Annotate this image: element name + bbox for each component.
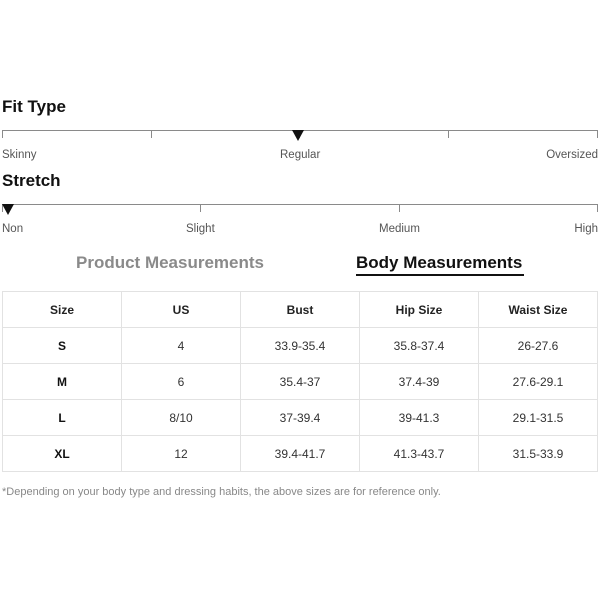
table-row (3, 328, 598, 364)
tab-body-measurements[interactable]: Body Measurements (356, 253, 523, 272)
cell-hip-size: 39-41.3 (360, 400, 479, 436)
stretch-tick (597, 204, 598, 212)
table-row (3, 400, 598, 436)
cell-us: 6 (122, 364, 241, 400)
fit-type-tick (597, 130, 598, 138)
header-waist-size: Waist Size (479, 292, 598, 328)
stretch-marker-icon (2, 204, 14, 215)
fit-type-label-skinny: Skinny (2, 149, 37, 161)
cell-us: 4 (122, 328, 241, 364)
cell-hip-size: 35.8-37.4 (360, 328, 479, 364)
fit-type-label-oversized: Oversized (546, 149, 598, 161)
header-us: US (122, 292, 241, 328)
header-bust: Bust (241, 292, 360, 328)
tab-product-measurements[interactable]: Product Measurements (76, 253, 264, 272)
cell-size: M (3, 364, 122, 400)
stretch-label-high: High (574, 223, 598, 235)
cell-waist-size: 29.1-31.5 (479, 400, 598, 436)
stretch-title: Stretch (2, 171, 61, 190)
table-row (3, 364, 598, 400)
table-header-row (3, 292, 598, 328)
cell-size: S (3, 328, 122, 364)
table-row (3, 436, 598, 472)
cell-hip-size: 41.3-43.7 (360, 436, 479, 472)
fit-type-title: Fit Type (2, 97, 66, 116)
stretch-scale (2, 204, 598, 205)
fit-type-scale (2, 130, 598, 131)
fit-type-tick (2, 130, 3, 138)
fit-type-label-regular: Regular (280, 149, 321, 161)
cell-waist-size: 26-27.6 (479, 328, 598, 364)
size-table (2, 291, 598, 472)
cell-bust: 39.4-41.7 (241, 436, 360, 472)
fit-type-marker-icon (292, 130, 304, 141)
cell-size: XL (3, 436, 122, 472)
cell-hip-size: 37.4-39 (360, 364, 479, 400)
cell-bust: 37-39.4 (241, 400, 360, 436)
header-hip-size: Hip Size (360, 292, 479, 328)
header-size: Size (3, 292, 122, 328)
cell-us: 12 (122, 436, 241, 472)
stretch-label-non: Non (2, 223, 24, 235)
stretch-tick (399, 204, 400, 212)
cell-us: 8/10 (122, 400, 241, 436)
cell-waist-size: 31.5-33.9 (479, 436, 598, 472)
fit-type-tick (448, 130, 449, 138)
active-tab-underline (356, 274, 524, 276)
stretch-tick (200, 204, 201, 212)
cell-size: L (3, 400, 122, 436)
stretch-label-slight: Slight (186, 223, 215, 235)
cell-waist-size: 27.6-29.1 (479, 364, 598, 400)
cell-bust: 35.4-37 (241, 364, 360, 400)
reference-footnote: *Depending on your body type and dressing habits, the above sizes are for reference only. (2, 486, 441, 498)
stretch-label-medium: Medium (379, 223, 420, 235)
fit-type-tick (151, 130, 152, 138)
cell-bust: 33.9-35.4 (241, 328, 360, 364)
